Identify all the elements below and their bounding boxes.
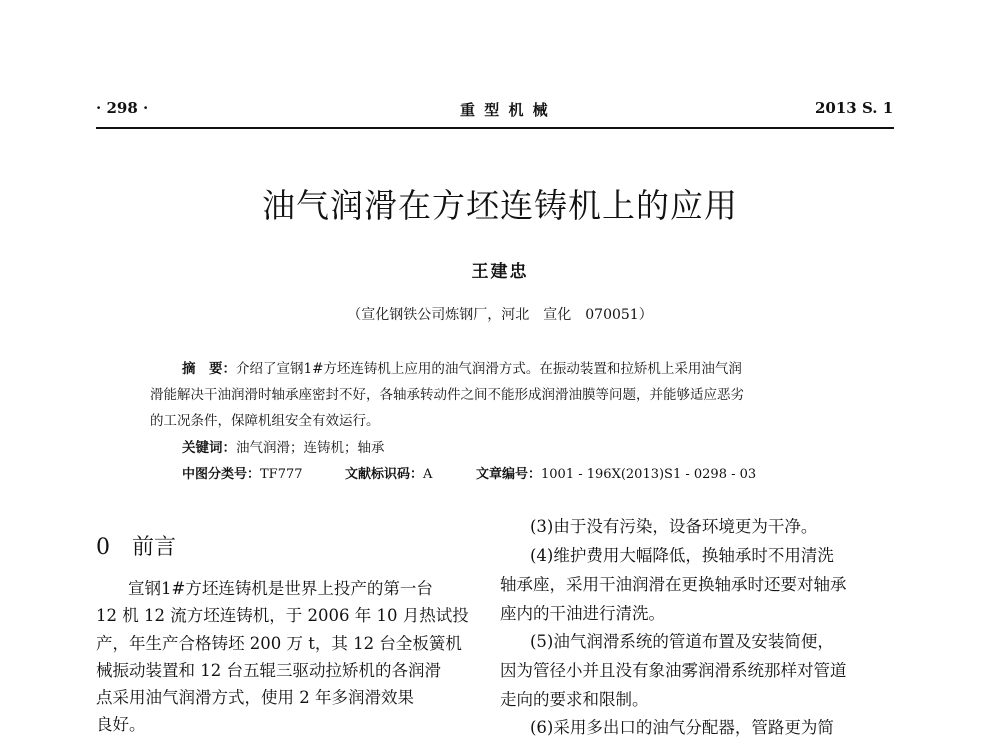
keywords-text: 油气润滑；连铸机；轴承 xyxy=(236,440,385,456)
affiliation: （宣化钢铁公司炼钢厂，河北 宣化 070051） xyxy=(347,307,653,323)
section-number: 0 xyxy=(96,535,110,560)
abstract-line xyxy=(182,357,742,377)
keywords-label: 关键词： xyxy=(182,440,236,456)
right-column-line: (3)由于没有污染，设备环境更为干净。 xyxy=(530,517,818,536)
document-code-value: A xyxy=(423,467,433,482)
journal-name: 重 型 机 械 xyxy=(460,101,550,119)
right-column-line: 走向的要求和限制。 xyxy=(500,690,649,709)
abstract-label: 摘 要： xyxy=(182,361,236,377)
right-column-line: 轴承座，采用干油润滑在更换轴承时还要对轴承 xyxy=(500,575,847,594)
article-number-label: 文章编号： xyxy=(476,467,542,482)
author-name: 王建忠 xyxy=(471,262,529,282)
section-title: 前言 xyxy=(132,535,177,560)
keywords xyxy=(182,436,385,456)
right-column-line: 座内的干油进行清洗。 xyxy=(500,604,665,623)
document-code-label: 文献标识码： xyxy=(345,467,424,482)
clc-number xyxy=(182,463,303,482)
abstract-text: 介绍了宣钢1#方坯连铸机上应用的油气润滑方式。在振动装置和拉矫机上采用油气润 xyxy=(236,361,742,377)
right-column-line: (5)油气润滑系统的管道布置及安装简便， xyxy=(530,632,834,651)
clc-value: TF777 xyxy=(260,467,303,482)
issue-number: 2013 S. 1 xyxy=(815,99,894,117)
abstract-line: 滑能解决干油润滑时轴承座密封不好，各轴承转动件之间不能形成润滑油膜等问题，并能够适应恶劣 xyxy=(150,387,744,403)
right-column-line: 因为管径小并且没有象油雾润滑系统那样对管道 xyxy=(500,661,847,680)
left-column-line: 械振动装置和 12 台五辊三驱动拉矫机的各润滑 xyxy=(96,661,441,680)
article-number xyxy=(476,463,756,482)
left-column-line: 宣钢1#方坯连铸机是世界上投产的第一台 xyxy=(128,579,433,598)
document-code xyxy=(345,463,432,482)
article-number-value: 1001 - 196X(2013)S1 - 0298 - 03 xyxy=(541,467,757,482)
right-column-line: (4)维护费用大幅降低，换轴承时不用清洗 xyxy=(530,546,834,565)
left-column-line: 产，年生产合格铸坯 200 万 t，其 12 台全板簧机 xyxy=(96,634,462,653)
right-column-line: (6)采用多出口的油气分配器，管路更为简 xyxy=(530,718,834,737)
header-rule xyxy=(96,127,894,129)
page-number: · 298 · xyxy=(96,99,149,117)
paper-title: 油气润滑在方坯连铸机上的应用 xyxy=(262,186,738,225)
left-column-line: 点采用油气润滑方式，使用 2 年多润滑效果 xyxy=(96,688,414,707)
section-heading xyxy=(96,530,176,561)
left-column-line: 12 机 12 流方坯连铸机，于 2006 年 10 月热试投 xyxy=(96,606,469,625)
clc-label: 中图分类号： xyxy=(182,467,261,482)
left-column-line: 良好。 xyxy=(96,715,146,734)
abstract-line: 的工况条件，保障机组安全有效运行。 xyxy=(150,413,380,429)
